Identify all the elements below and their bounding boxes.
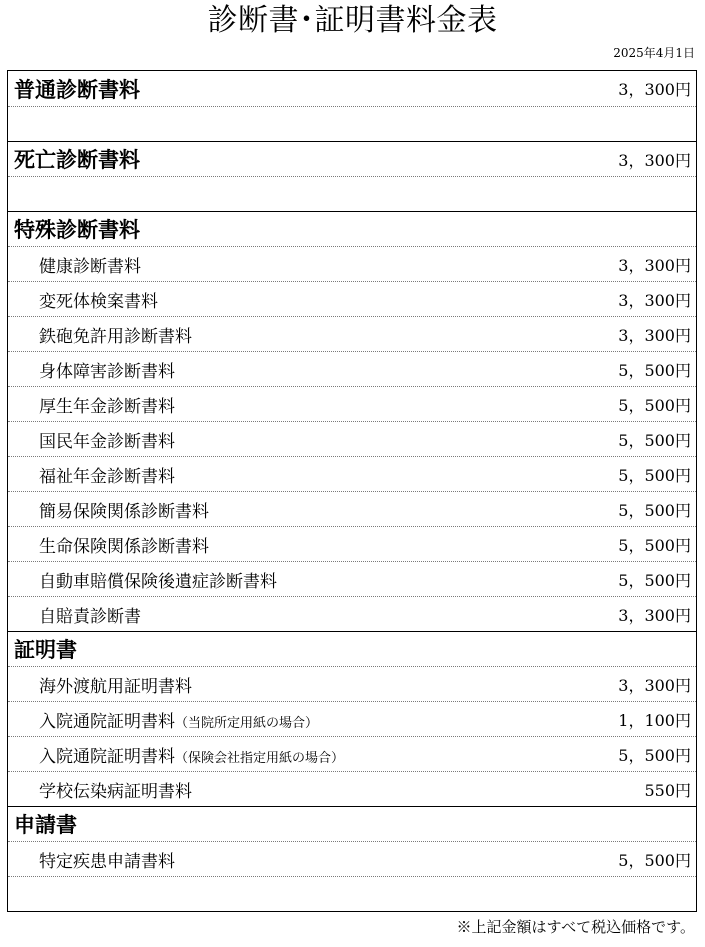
fee-item-price: 3，300円 <box>618 605 691 625</box>
fee-item-label: 特定疾患申請書料 <box>39 851 175 872</box>
fee-item-label: 鉄砲免許用診断書料 <box>39 326 192 347</box>
fee-item-price: 3，300円 <box>618 255 691 275</box>
fee-item-price: 5，500円 <box>618 570 691 590</box>
fee-row <box>8 561 696 596</box>
fee-item-label <box>8 777 192 802</box>
fee-row <box>8 666 696 701</box>
fee-item-label: 身体障害診断書料 <box>39 361 175 382</box>
blank-row <box>8 176 696 211</box>
fee-row <box>8 771 696 806</box>
death-certificate-label: 死亡診断書料 <box>14 147 140 172</box>
fee-table <box>7 70 697 912</box>
application-section-header <box>8 806 696 841</box>
certificate-section-label: 証明書 <box>14 637 77 662</box>
fee-item-price: 5，500円 <box>618 430 691 450</box>
blank-row <box>8 106 696 141</box>
fee-item-price: 5，500円 <box>618 850 691 870</box>
fee-item-note: （保険会社指定用紙の場合） <box>175 750 345 766</box>
fee-item-price: 3，300円 <box>618 325 691 345</box>
fee-row <box>8 351 696 386</box>
general-certificate-label: 普通診断書料 <box>14 76 140 102</box>
fee-item-price: 550円 <box>644 780 691 800</box>
fee-item-price: 5，500円 <box>618 465 691 485</box>
page-title: 診断書･証明書料金表 <box>207 3 498 38</box>
fee-item-label: 自動車賠償保険後遺症診断書料 <box>39 571 277 592</box>
fee-item-price: 3，300円 <box>618 290 691 310</box>
fee-item-name: 入院通院証明書料 <box>39 711 175 732</box>
fee-item-label: 健康診断書料 <box>39 256 141 277</box>
fee-row <box>8 841 696 876</box>
death-certificate-row <box>8 141 696 176</box>
fee-item-name: 学校伝染病証明書料 <box>39 781 192 802</box>
application-section-label: 申請書 <box>14 812 77 837</box>
fee-item-label <box>8 742 344 767</box>
fee-row <box>8 491 696 526</box>
fee-row <box>8 281 696 316</box>
general-certificate-row <box>8 71 696 106</box>
fee-item-price: 5，500円 <box>618 360 691 380</box>
special-section-label: 特殊診断書料 <box>14 217 140 242</box>
fee-item-price: 5，500円 <box>618 395 691 415</box>
fee-row <box>8 701 696 736</box>
fee-item-label: 厚生年金診断書料 <box>39 396 175 417</box>
fee-item-label: 簡易保険関係診断書料 <box>39 501 209 522</box>
fee-item-price: 3，300円 <box>618 675 691 695</box>
fee-item-label: 福祉年金診断書料 <box>39 466 175 487</box>
fee-item-label: 変死体検案書料 <box>39 291 158 312</box>
fee-row <box>8 316 696 351</box>
fee-row <box>8 456 696 491</box>
fee-item-note: （当院所定用紙の場合） <box>175 715 319 731</box>
fee-row <box>8 246 696 281</box>
fee-item-name: 海外渡航用証明書料 <box>39 676 192 697</box>
fee-item-price: 5，500円 <box>618 745 691 765</box>
special-section-header <box>8 211 696 246</box>
fee-row <box>8 596 696 631</box>
death-certificate-price: 3，300円 <box>618 150 691 170</box>
effective-date: 2025年4月1日 <box>613 46 695 60</box>
fee-row <box>8 526 696 561</box>
fee-row <box>8 386 696 421</box>
fee-item-label: 自賠責診断書 <box>39 606 141 627</box>
fee-item-label <box>8 707 318 732</box>
fee-item-price: 1，100円 <box>618 710 691 730</box>
blank-row <box>8 876 696 911</box>
general-certificate-price: 3，300円 <box>618 80 691 99</box>
fee-item-label: 生命保険関係診断書料 <box>39 536 209 557</box>
fee-item-price: 5，500円 <box>618 500 691 520</box>
fee-row <box>8 736 696 771</box>
fee-item-price: 5，500円 <box>618 535 691 555</box>
tax-footnote: ※上記金額はすべて税込価格です。 <box>456 918 695 936</box>
fee-item-label: 国民年金診断書料 <box>39 431 175 452</box>
fee-item-name: 入院通院証明書料 <box>39 746 175 767</box>
fee-row <box>8 421 696 456</box>
fee-item-label <box>8 672 192 697</box>
certificate-section-header <box>8 631 696 666</box>
